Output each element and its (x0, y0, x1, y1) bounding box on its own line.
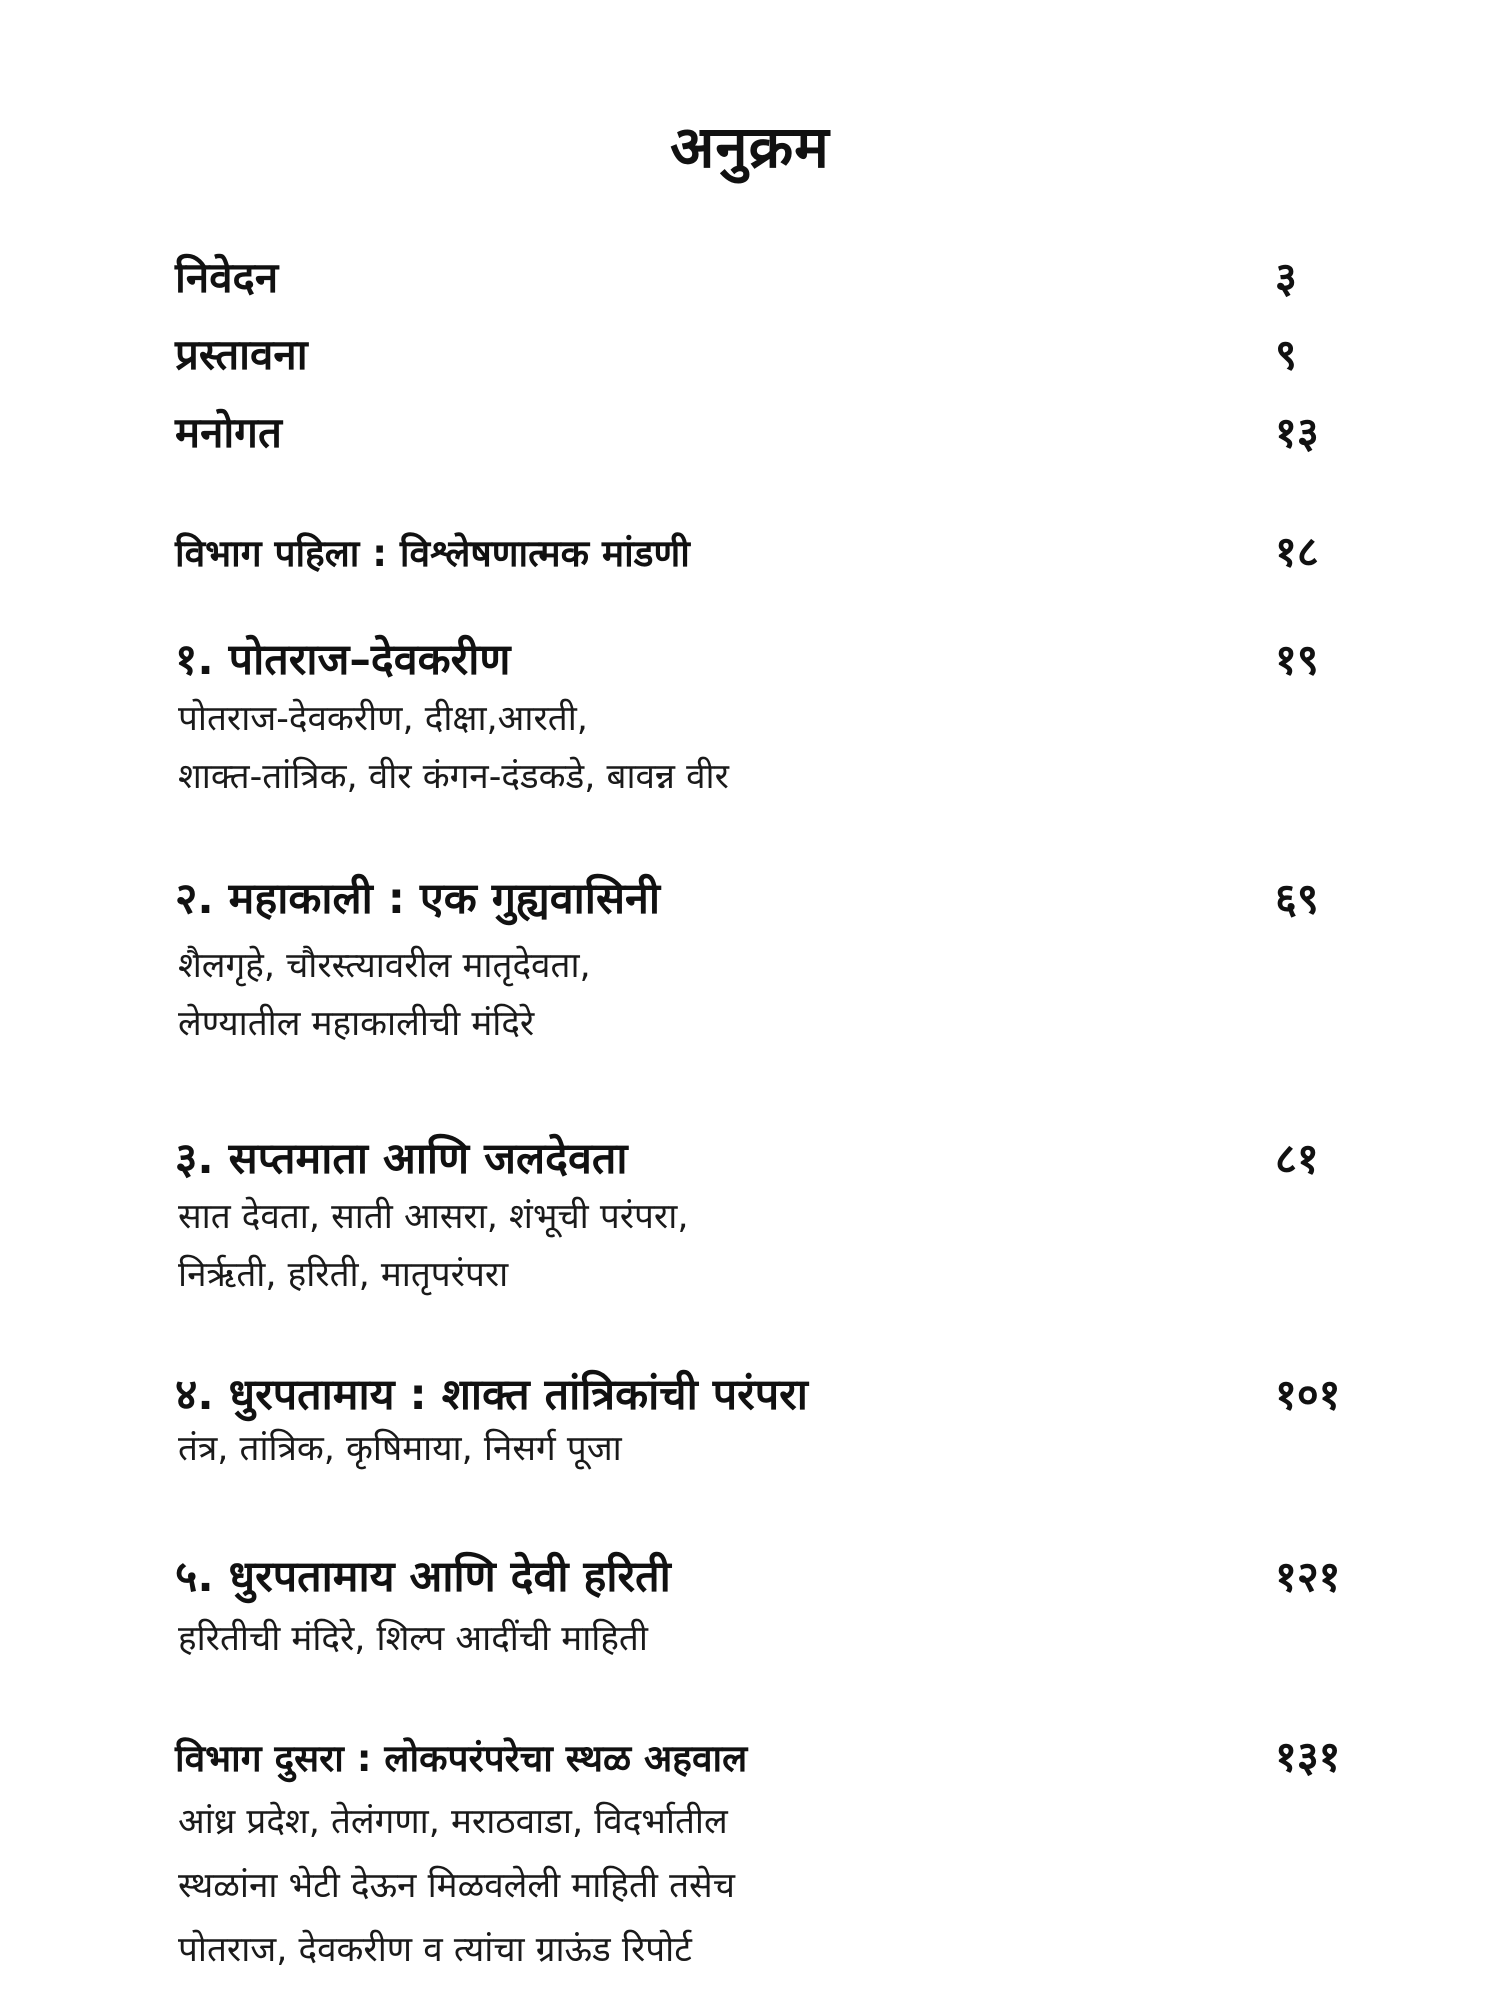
entry-page: १३१ (1275, 1732, 1341, 1781)
description-line: पोतराज-देवकरीण, दीक्षा,आरती, (178, 699, 588, 739)
chapter-description (178, 937, 591, 1053)
description-line: शाक्त-तांत्रिक, वीर कंगन-दंडकडे, बावन्न वीर (178, 757, 729, 797)
chapter-title: ३. सप्तमाता आणि जलदेवता (175, 1134, 628, 1184)
entry-page: १२१ (1275, 1552, 1341, 1601)
toc-chapter-4[interactable] (175, 1363, 1395, 1422)
chapter-title: ५. धुरपतामाय आणि देवी हरिती (175, 1552, 671, 1602)
toc-chapter-3[interactable] (175, 1127, 1395, 1186)
toc-part-2[interactable] (175, 1727, 1395, 1784)
chapter-title: १. पोतराज–देवकरीण (175, 635, 511, 685)
description-line: निर्ऋती, हरिती, मातृपरंपरा (178, 1255, 509, 1295)
toc-entry-manogat[interactable] (175, 403, 1395, 460)
toc-entry-prastavana[interactable] (175, 325, 1395, 382)
chapter-description (178, 1188, 688, 1304)
description-line: सात देवता, साती आसरा, शंभूची परंपरा, (178, 1197, 689, 1237)
part-label: विभाग दुसरा : लोकपरंपरेचा स्थळ अहवाल (175, 1737, 748, 1780)
toc-entry-nivedan[interactable] (175, 248, 1395, 305)
entry-label: प्रस्तावना (175, 330, 308, 379)
part-description (178, 1790, 735, 1982)
page-title: अनुक्रम (670, 113, 830, 181)
description-line: पोतराज, देवकरीण व त्यांचा ग्राऊंड रिपोर्ट (178, 1930, 692, 1970)
entry-page: १३ (1275, 408, 1319, 457)
description-line: शैलगृहे, चौरस्त्यावरील मातृदेवता, (178, 946, 591, 986)
toc-chapter-2[interactable] (175, 867, 1395, 926)
description-line: तंत्र, तांत्रिक, कृषिमाया, निसर्ग पूजा (178, 1429, 622, 1469)
description-line: स्थळांना भेटी देऊन मिळवलेली माहिती तसेच (178, 1866, 735, 1906)
entry-label: मनोगत (175, 408, 282, 457)
toc-part-1[interactable] (175, 522, 1395, 579)
chapter-title: ४. धुरपतामाय : शाक्त तांत्रिकांची परंपरा (175, 1370, 808, 1420)
entry-page: ३ (1275, 253, 1297, 302)
entry-page: १९ (1275, 635, 1319, 684)
description-line: आंध्र प्रदेश, तेलंगणा, मराठवाडा, विदर्भातील (178, 1802, 728, 1842)
entry-page: ८१ (1275, 1134, 1319, 1183)
description-line: लेण्यातील महाकालीची मंदिरे (178, 1004, 535, 1044)
toc-chapter-1[interactable] (175, 628, 1395, 687)
entry-label: निवेदन (175, 253, 279, 302)
toc-chapter-5[interactable] (175, 1545, 1395, 1604)
entry-page: ६९ (1275, 874, 1319, 923)
entry-page: १०१ (1275, 1370, 1341, 1419)
chapter-description (178, 1420, 622, 1478)
entry-page: ९ (1275, 330, 1297, 379)
chapter-description (178, 1610, 648, 1668)
chapter-title: २. महाकाली : एक गुह्यवासिनी (175, 874, 661, 924)
entry-page: १८ (1275, 527, 1319, 576)
part-label: विभाग पहिला : विश्लेषणात्मक मांडणी (175, 532, 690, 575)
chapter-description (178, 690, 729, 806)
description-line: हरितीची मंदिरे, शिल्प आदींची माहिती (178, 1619, 648, 1659)
